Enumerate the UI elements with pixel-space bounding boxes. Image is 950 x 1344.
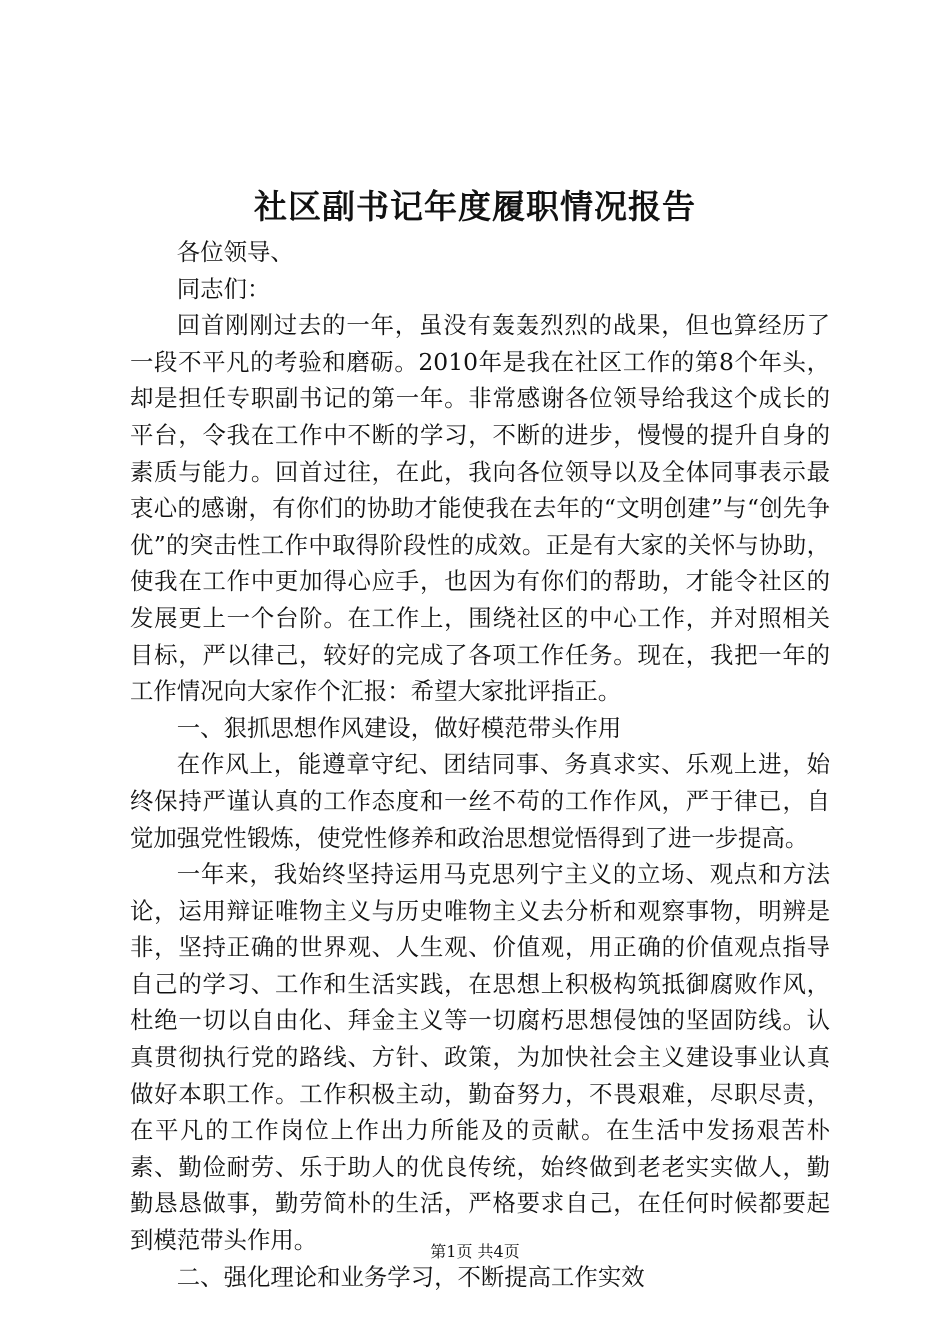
intro-paragraph: 回首刚刚过去的一年，虽没有轰轰烈烈的战果，但也算经历了一段不平凡的考验和磨砺。2010年是我在社区工作的第8个年头，却是担任专职副书记的第一年。非常感谢各位领导给我这个成长的平台，令我在工作中不断的学习，不断的进步，慢慢的提升自身的素质与能力。回首过往，在此，我向各位领导以及全体同事表示最衷心的感谢，有你们的协助才能使我在去年的“文明创建”与“创先争优”的突击性工作中取得阶段性的成效。正是有大家的关怀与协助，使我在工作中更加得心应手，也因为有你们的帮助，才能令社区的发展更上一个台阶。在工作上，围绕社区的中心工作，并对照相关目标，严以律己，较好的完成了各项工作任务。现在，我把一年的工作情况向大家作个汇报：希望大家批评指正。 [130,311,830,706]
salutation-comrades: 同志们： [176,274,271,303]
section-1-paragraph-2: 一年来，我始终坚持运用马克思列宁主义的立场、观点和方法论，运用辩证唯物主义与历史唯物主义去分析和观察事物，明辨是非，坚持正确的世界观、人生观、价值观，用正确的价值观点指导自己的学习、工作和生活实践，在思想上积极构筑抵御腐败作风，杜绝一切以自由化、拜金主义等一切腐朽思想侵蚀的坚固防线。认真贯彻执行党的路线、方针、政策，为加快社会主义建设事业认真做好本职工作。工作积极主动，勤奋努力，不畏艰难，尽职尽责，在平凡的工作岗位上作出力所能及的贡献。在生活中发扬艰苦朴素、勤俭耐劳、乐于助人的优良传统，始终做到老老实实做人，勤勤恳恳做事，勤劳简朴的生活，严格要求自己，在任何时候都要起到模范带头作用。 [130,860,830,1255]
section-heading-2: 二、强化理论和业务学习，不断提高工作实效 [176,1262,645,1291]
section-heading-1: 一、狠抓思想作风建设，做好模范带头作用 [176,713,622,742]
page-footer: 第1页 共4页 [430,1242,520,1261]
document-title: 社区副书记年度履职情况报告 [254,187,696,226]
document-body [130,234,830,1295]
salutation-leaders: 各位领导、 [176,238,294,266]
section-1-paragraph-1: 在作风上，能遵章守纪、团结同事、务真求实、乐观上进，始终保持严谨认真的工作态度和一丝不苟的工作作风，严于律已，自觉加强党性锻炼，使党性修养和政治思想觉悟得到了进一步提高。 [130,750,830,852]
